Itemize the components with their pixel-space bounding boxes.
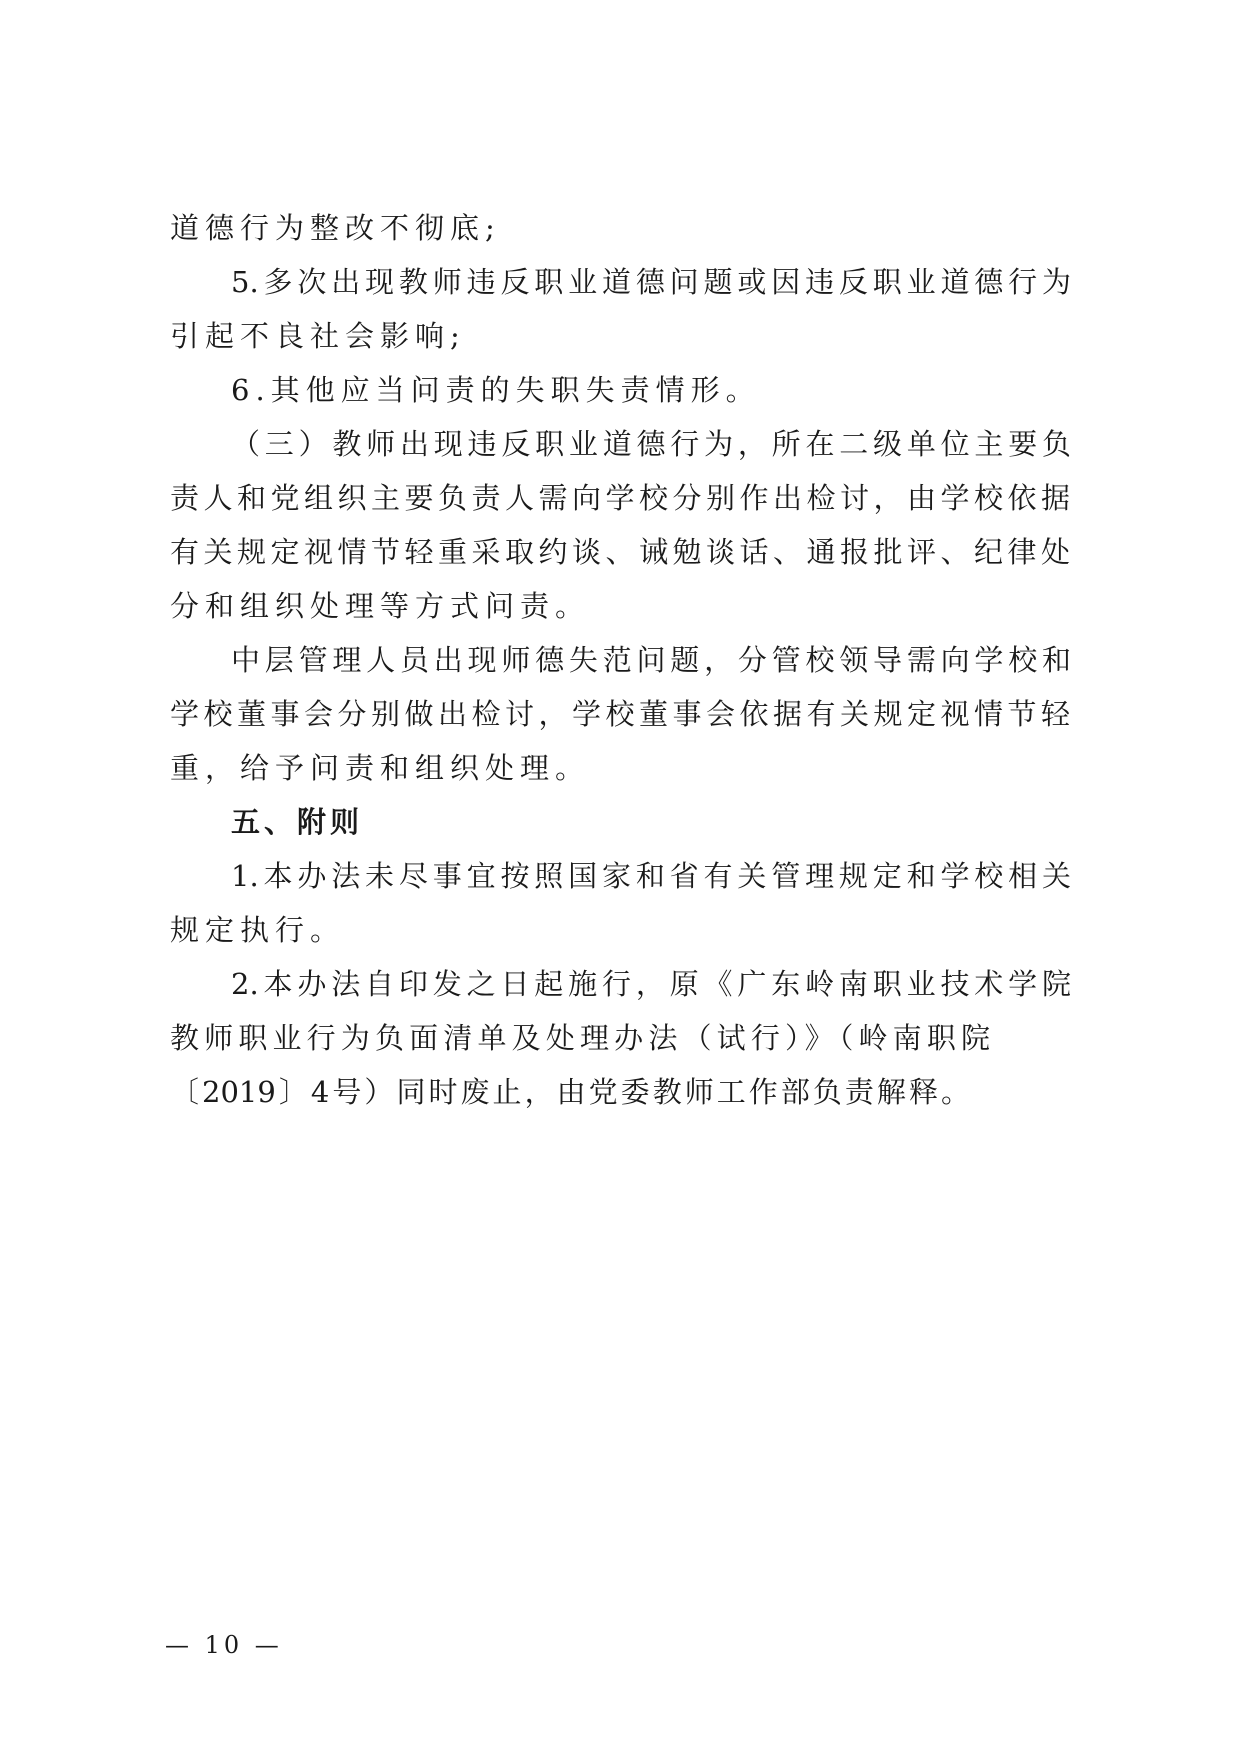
text-line-14: 规定执行。 [170,913,346,947]
text-line-5: （三）教师出现违反职业道德行为，所在二级单位主要负 [231,427,1071,461]
text-line-6: 责人和党组织主要负责人需向学校分别作出检讨，由学校依据 [170,481,1070,515]
text-line-11: 重，给予问责和组织处理。 [170,751,591,785]
text-line-4: 6.其他应当问责的失职失责情形。 [231,373,761,407]
text-line-10: 学校董事会分别做出检讨，学校董事会依据有关规定视情节轻 [170,697,1070,731]
text-line-7: 有关规定视情节轻重采取约谈、诫勉谈话、通报批评、纪律处 [170,535,1070,569]
section-heading: 五、附则 [231,805,364,839]
text-line-16: 教师职业行为负面清单及处理办法（试行）》（岭南职院 [170,1021,990,1055]
text-line-17: 〔2019〕4号）同时废止，由党委教师工作部负责解释。 [170,1075,970,1109]
page-number: — 10 — [165,1631,283,1659]
text-line-3: 引起不良社会影响; [170,319,466,353]
text-line-15: 2.本办法自印发之日起施行，原《广东岭南职业技术学院 [231,967,1071,1001]
text-line-9: 中层管理人员出现师德失范问题，分管校领导需向学校和 [231,643,1071,677]
text-line-2: 5.多次出现教师违反职业道德问题或因违反职业道德行为 [231,265,1071,299]
text-line-8: 分和组织处理等方式问责。 [170,589,591,623]
text-line-13: 1.本办法未尽事宜按照国家和省有关管理规定和学校相关 [231,859,1071,893]
text-line-1: 道德行为整改不彻底; [170,211,501,245]
